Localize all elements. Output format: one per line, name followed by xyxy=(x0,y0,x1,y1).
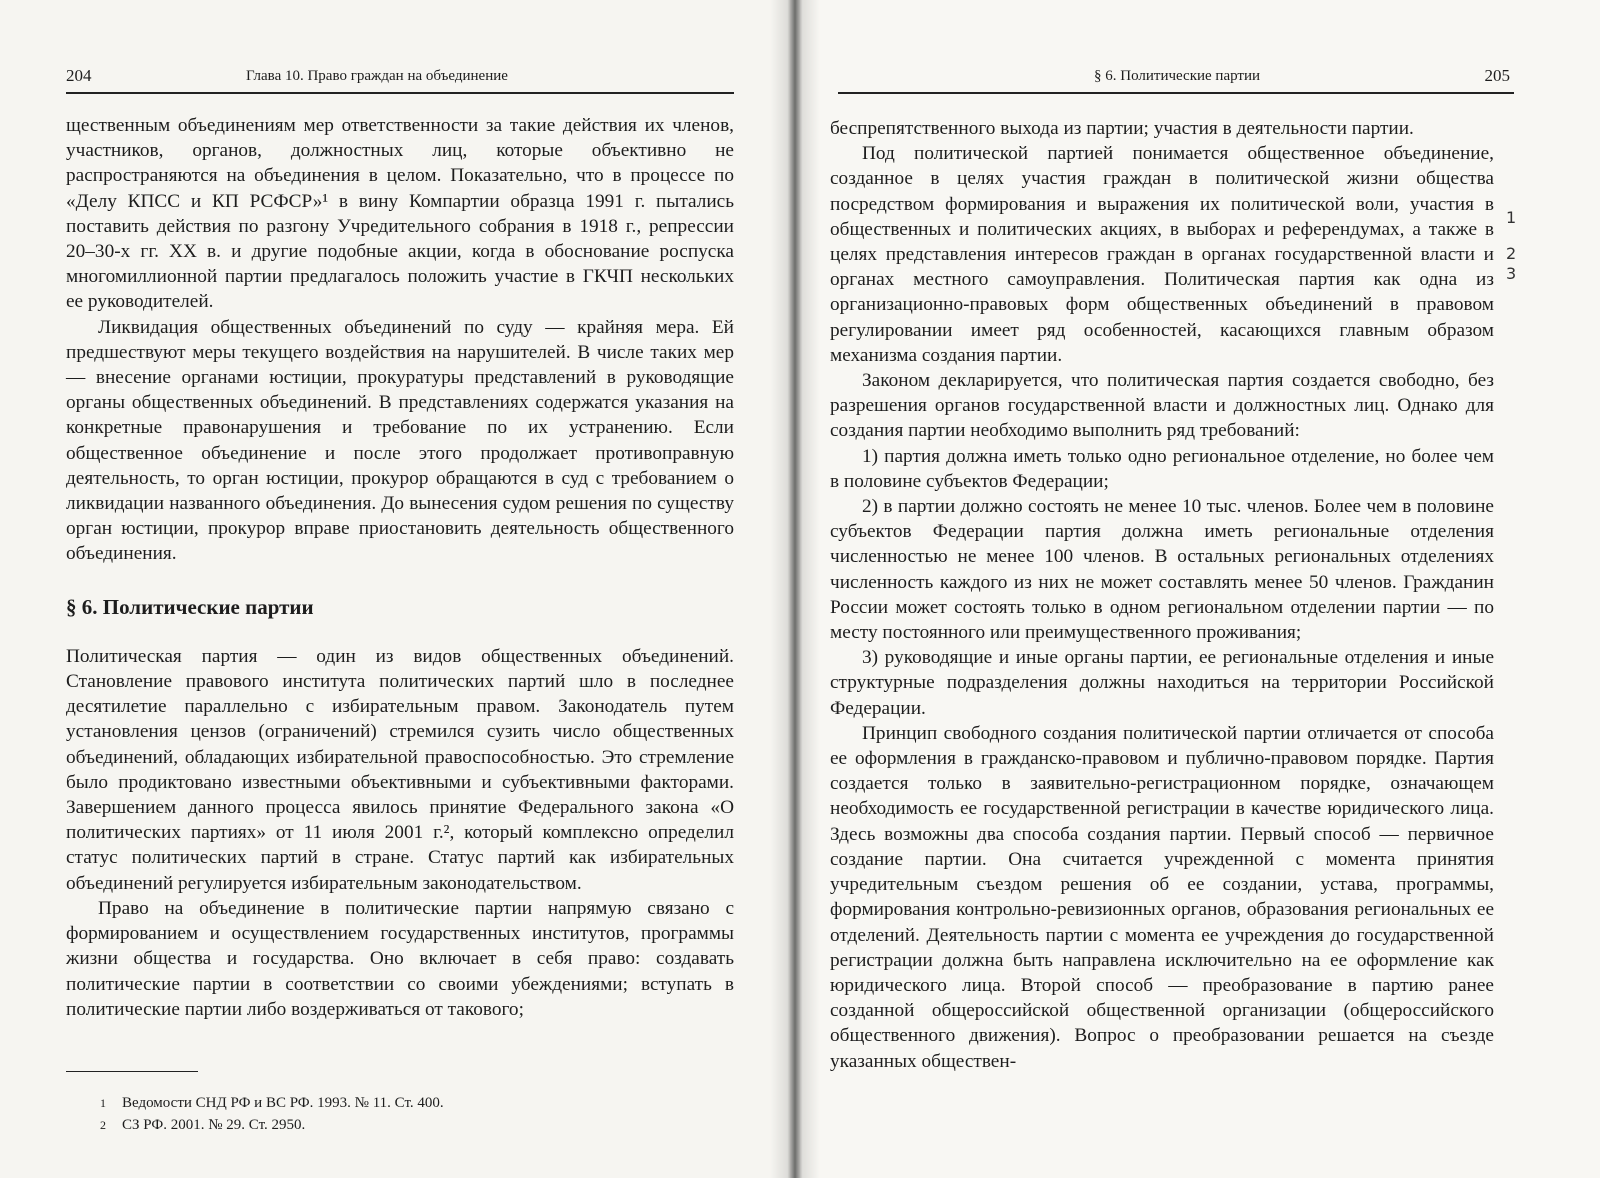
right-page xyxy=(800,0,1600,1178)
paragraph: Право на объединение в политические партии напрямую связано с формированием и осуществлением государственных институтов, программы жизни общества и государства. Оно включает в себя право: создавать политические партии в соответствии со своими убеждениями; вступать в политические партии либо воздерживаться от такового; xyxy=(66,897,734,1020)
list-item: 3) руководящие и иные органы партии, ее региональные отделения и иные структурные подразделения должны находиться на территории Российской Федерации. xyxy=(830,647,1494,719)
margin-note-2: 2 xyxy=(1506,244,1517,263)
paragraph: Под политической партией понимается общественное объединение, созданное в целях участия граждан в политической жизни общества посредством формирования и выражения их политической воли, участия в общественных и политических акциях, в выборах и референдумах, а также в целях представления интересов граждан в органах государственной власти и органах местного самоуправления. Политическая партия как одна из организационно-правовых форм общественных объединений в правовом регулировании имеет ряд особенностей, касающихся главным образом механизма создания партии. xyxy=(830,143,1494,366)
footnote-mark: 2 xyxy=(100,1118,106,1132)
left-page-header xyxy=(66,64,734,94)
left-running-head: Глава 10. Право граждан на объединение xyxy=(246,68,508,84)
section-title: § 6. Политические партии xyxy=(66,594,314,619)
right-page-header xyxy=(838,64,1514,94)
paragraph: Принцип свободного создания политической партии отличается от способа ее оформления в гражданско-правовом и публично-правовом порядке. Партия создается только в заявительно-регистрационном порядке, означающем необходимость ее государственной регистрации в качестве юридического лица. Здесь возможны два способа создания партии. Первый способ — первичное создание партии. Она считается учрежденной с момента принятия учредительным съездом решения об ее создании, устава, программы, формирования контрольно-ревизионных органов, образования региональных ее отделений. Деятельность партии с момента ее учреждения до государственной регистрации должна быть направлена исключительно на ее оформление как юридического лица. Второй способ — преобразование в партию ранее созданной общероссийской общественной организации (общероссийского общественного движения). Вопрос о преобразовании решается на съезде указанных обществен- xyxy=(830,722,1494,1072)
book-gutter xyxy=(770,0,820,1178)
list-item: 2) в партии должно состоять не менее 10 тыс. членов. Более чем в половине субъектов Федерации партия должна иметь региональные отделения численностью не менее 100 членов. В остальных региональных отделениях численность каждого из них не может составлять менее 50 членов. Гражданин России может состоять только в одном региональном отделении партии — по месту постоянного или преимущественного проживания; xyxy=(830,496,1494,644)
footnote-2 xyxy=(100,1114,444,1136)
footnotes xyxy=(100,1092,444,1136)
paragraph: щественным объединениям мер ответственности за такие действия их членов, участников, органов, должностных лиц, которые объективно не распространяются на объединения в целом. Показательно, что в процессе по «Делу КПСС и КП РСФСР»¹ в вину Компартии образца 1991 г. пытались поставить действия по разгону Учредительного собрания в 1918 г., репрессии 20–30-х гг. XX в. и другие подобные акции, когда в обоснование роспуска многомиллионной партии предлагалось положить участие в ГКЧП нескольких ее руководителей. xyxy=(66,115,734,313)
paragraph: беспрепятственного выхода из партии; участия в деятельности партии. xyxy=(830,118,1414,139)
right-page-number: 205 xyxy=(1484,66,1510,85)
margin-note-1: 1 xyxy=(1506,208,1517,227)
list-item: 1) партия должна иметь только одно региональное отделение, но более чем в половине субъектов Федерации; xyxy=(830,445,1494,492)
footnote-text: Ведомости СНД РФ и ВС РФ. 1993. № 11. Ст. 400. xyxy=(122,1095,444,1111)
left-page-number: 204 xyxy=(66,66,92,85)
footnote-1 xyxy=(100,1092,444,1114)
right-text-column xyxy=(830,116,1494,1074)
footnote-mark: 1 xyxy=(100,1096,106,1110)
footnote-rule xyxy=(66,1071,198,1072)
footnote-text: СЗ РФ. 2001. № 29. Ст. 2950. xyxy=(122,1117,306,1133)
paragraph: Ликвидация общественных объединений по суду — крайняя мера. Ей предшествуют меры текущего воздействия на нарушителей. В числе таких мер — внесение органами юстиции, прокуратуры представлений в руководящие органы общественных объединений. В представлениях содержатся указания на конкретные правонарушения и требование по их устранению. Если общественное объединение и после этого продолжает противоправную деятельность, то орган юстиции, прокурор обращаются в суд с требованием о ликвидации названного объединения. До вынесения судом решения по существу орган юстиции, прокурор вправе приостановить деятельность общественного объединения. xyxy=(66,316,734,565)
right-running-head: § 6. Политические партии xyxy=(1094,68,1261,84)
left-page xyxy=(0,0,790,1178)
paragraph: Политическая партия — один из видов общественных объединений. Становление правового института политических партий шло в последнее десятилетие параллельно с избирательным правом. Законодатель путем установления цензов (ограничений) стремился сузить число общественных объединений, обладающих избирательной правоспособностью. Это стремление было продиктовано известными объективными и субъективными факторами. Завершением данного процесса явилось принятие Федерального закона «О политических партиях» от 11 июля 2001 г.², который комплексно определил статус политических партий в стране. Статус партий как избирательных объединений регулируется избирательным законодательством. xyxy=(66,645,734,894)
paragraph: Законом декларируется, что политическая партия создается свободно, без разрешения органов государственной власти и должностных лиц. Однако для создания партии необходимо выполнить ряд требований: xyxy=(830,370,1494,442)
left-text-column xyxy=(66,113,734,1022)
margin-note-3: 3 xyxy=(1506,264,1517,283)
